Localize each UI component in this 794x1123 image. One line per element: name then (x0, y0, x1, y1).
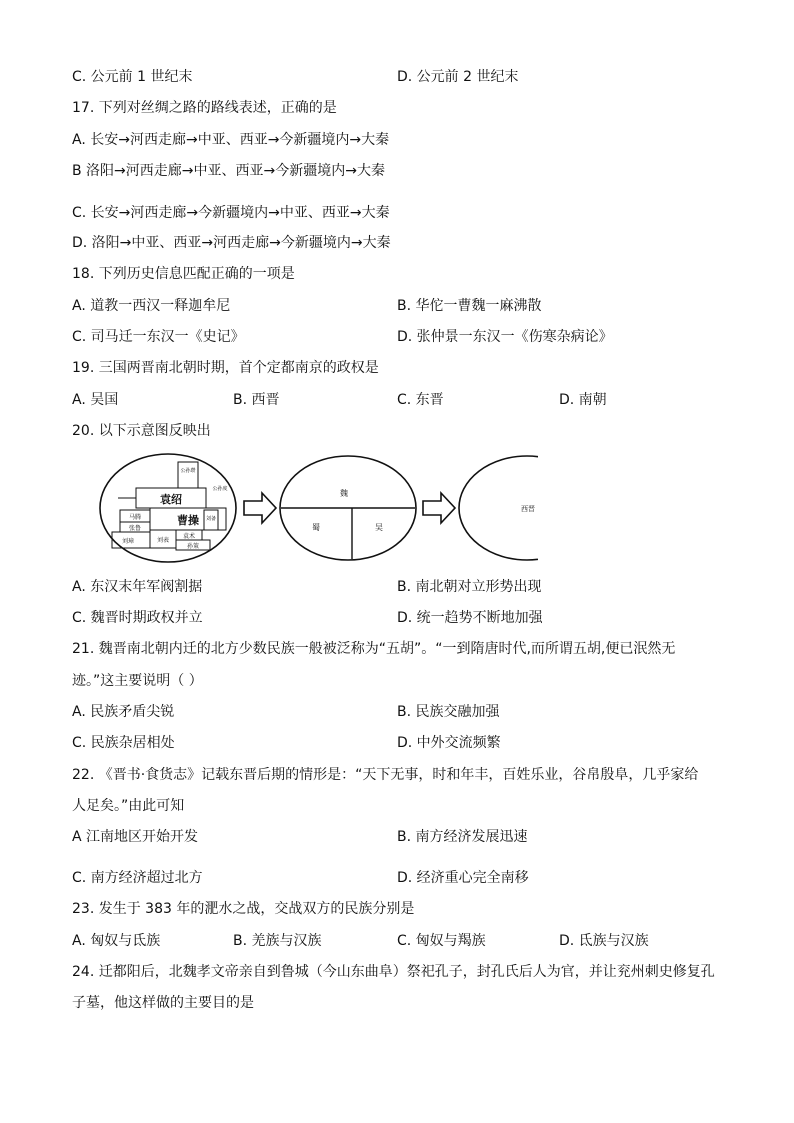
wei-label: 魏 (340, 489, 348, 498)
q20-stem: 20. 以下示意图反映出 (72, 423, 211, 439)
wu-label: 吴 (375, 523, 383, 532)
q21-option-b: B. 民族交融加强 (397, 704, 500, 720)
q17-option-b: B 洛阳→河西走廊→中亚、西亚→今新疆境内→大秦 (72, 163, 385, 179)
q20-diagram-svg (98, 452, 538, 568)
gongsunzan-label: 公孙瓒 (180, 468, 196, 474)
q22-option-b: B. 南方经济发展迅速 (397, 829, 528, 845)
q17-option-c: C. 长安→河西走廊→今新疆境内→中亚、西亚→大秦 (72, 205, 390, 221)
q20-diagram (98, 452, 538, 568)
mateng-label: 马腾 (128, 514, 142, 521)
q24-stem-line-1: 24. 迁都阳后，北魏孝文帝亲自到鲁城（今山东曲阜）祭祀孔子，封孔氏后人为官，并让兖州刺史修复孔 (72, 964, 715, 980)
q20-option-a: A. 东汉末年军阀割据 (72, 579, 203, 595)
q17-option-a: A. 长安→河西走廊→中亚、西亚→今新疆境内→大秦 (72, 132, 390, 148)
zhanglu-label: 张鲁 (128, 525, 142, 532)
q23-stem: 23. 发生于 383 年的淝水之战，交战双方的民族分别是 (72, 901, 415, 917)
yuanshu-label: 袁术 (182, 533, 196, 540)
q20-option-c: C. 魏晋时期政权并立 (72, 610, 203, 626)
q18-option-b: B. 华佗一曹魏一麻沸散 (397, 298, 542, 314)
q22-option-d: D. 经济重心完全南移 (397, 870, 529, 886)
liuzhang-label: 刘璋 (121, 538, 135, 545)
q21-option-d: D. 中外交流频繁 (397, 735, 501, 751)
q17-option-d: D. 洛阳→中亚、西亚→河西走廊→今新疆境内→大秦 (72, 235, 391, 251)
q19-option-a: A. 吴国 (72, 392, 119, 408)
q22-stem-line-1: 22. 《晋书·食货志》记载东晋后期的情形是：“天下无事，时和年丰，百姓乐业，谷帛殷阜，几乎家给 (72, 767, 699, 783)
q22-option-c: C. 南方经济超过北方 (72, 870, 203, 886)
sunce-label: 孙策 (186, 543, 200, 550)
liubiao-label: 刘表 (156, 537, 170, 544)
q20-option-b: B. 南北朝对立形势出现 (397, 579, 542, 595)
q21-stem-line-2: 迹。”这主要说明（ ） (72, 673, 203, 689)
liubei-label: 刘备 (205, 516, 217, 522)
arrow-2-icon (423, 493, 455, 523)
q22-option-a: A 江南地区开始开发 (72, 829, 199, 845)
q19-option-c: C. 东晋 (397, 392, 444, 408)
q21-stem-line-1: 21. 魏晋南北朝内迁的北方少数民族一般被泛称为“五胡”。“一到隋唐时代,而所谓五胡,便已泯然无 (72, 641, 676, 657)
q17-stem: 17. 下列对丝绸之路的路线表述，正确的是 (72, 100, 337, 116)
q21-option-a: A. 民族矛盾尖锐 (72, 704, 175, 720)
shu-label: 蜀 (312, 523, 320, 532)
q23-option-b: B. 羌族与汉族 (233, 933, 322, 949)
q18-stem: 18. 下列历史信息匹配正确的一项是 (72, 266, 295, 282)
xijin-label: 西晋 (521, 505, 535, 513)
q19-option-d: D. 南朝 (559, 392, 607, 408)
q18-option-d: D. 张仲景一东汉一《伤寒杂病论》 (397, 329, 613, 345)
gongsundu-label: 公孙度 (212, 486, 228, 492)
q23-option-d: D. 氐族与汉族 (559, 933, 649, 949)
q21-option-c: C. 民族杂居相处 (72, 735, 175, 751)
q24-stem-line-2: 子墓，他这样做的主要目的是 (72, 995, 254, 1011)
gongsunzan-region (178, 462, 198, 488)
q18-option-c: C. 司马迁一东汉一《史记》 (72, 329, 245, 345)
q18-option-a: A. 道教一西汉一释迦牟尼 (72, 298, 231, 314)
q23-option-a: A. 匈奴与氐族 (72, 933, 161, 949)
q23-option-c: C. 匈奴与羯族 (397, 933, 486, 949)
q16-option-d: D. 公元前 2 世纪末 (397, 69, 519, 85)
q19-stem: 19. 三国两晋南北朝时期，首个定都南京的政权是 (72, 360, 379, 376)
q19-option-b: B. 西晋 (233, 392, 280, 408)
q16-option-c: C. 公元前 1 世纪末 (72, 69, 193, 85)
q20-option-d: D. 统一趋势不断地加强 (397, 610, 543, 626)
yuanshao-label: 袁绍 (160, 493, 182, 506)
caocao-label: 曹操 (177, 514, 199, 527)
arrow-1-icon (244, 493, 276, 523)
q22-stem-line-2: 人足矣。”由此可知 (72, 798, 185, 814)
